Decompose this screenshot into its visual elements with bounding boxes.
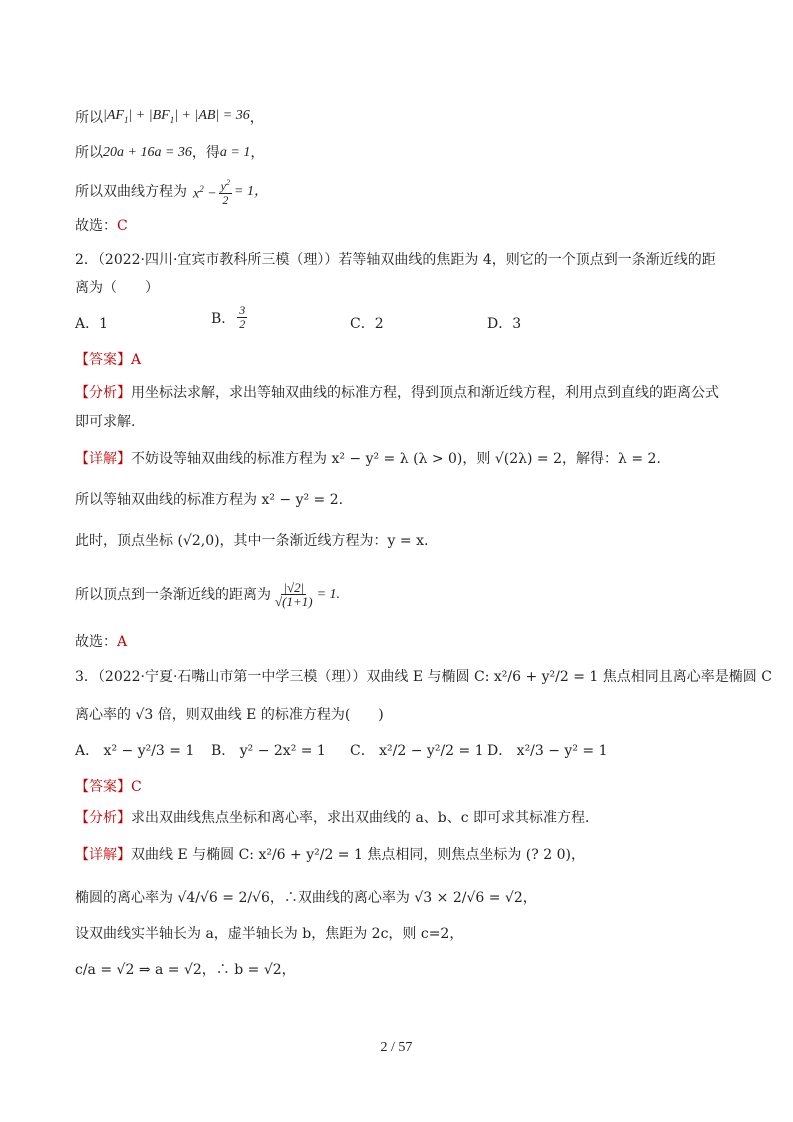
analysis-line-cont: 即可求解. — [75, 414, 136, 430]
detail-line: c/a = √2 ⇒ a = √2，∴ b = √2， — [75, 962, 296, 978]
option-b: B． y² − 2x² = 1 — [211, 743, 326, 759]
option-c: C． x²/2 − y²/2 = 1 — [350, 743, 484, 759]
answer-letter: C — [117, 218, 128, 234]
detail-line: 设双曲线实半轴长为 a，虚半轴长为 b，焦距为 2c，则 c=2， — [75, 926, 464, 942]
analysis-line: 【分析】 求出双曲线焦点坐标和离心率，求出双曲线的 a、b、c 即可求其标准方程． — [75, 810, 600, 826]
option-a: A． x² − y²/3 = 1 — [75, 743, 195, 759]
detail-line: 【详解】 双曲线 E 与椭圆 C: x²/6 + y²/2 = 1 焦点相同，则焦点坐标为 (? 2 0)， — [75, 847, 585, 863]
answer-line: 【答案】 C — [75, 779, 142, 795]
option-c: C．2 — [350, 316, 384, 332]
text-line: 所以 $|AF_1| + |BF_1| + |AB| = 36$ ， — [75, 108, 264, 126]
detail-line: 所以等轴双曲线的标准方程为 x² − y² = 2. — [75, 492, 344, 508]
text-line: 所以双曲线方程为 $x^2$ − $\frac{y^2}{2}$ = 1， — [75, 178, 268, 207]
detail-line: 【详解】 不妨设等轴双曲线的标准方程为 x² − y² = λ (λ > 0)，则 √(2λ) = 2，解得：λ = 2. — [75, 451, 661, 467]
page-number: 2 / 57 — [380, 1040, 413, 1055]
option-b: B． $\frac{3}{2}$ — [211, 303, 246, 331]
detail-line: 所以顶点到一条渐近线的距离为 $\frac{|√2|}{√(1+1)}$ = 1. — [75, 580, 341, 609]
detail-line: 此时，顶点坐标 (√2,0)，其中一条渐近线方程为：y = x. — [75, 533, 429, 549]
analysis-line: 【分析】 用坐标法求解，求出等轴双曲线的标准方程，得到顶点和渐近线方程，利用点到直线的距离公式 — [75, 385, 719, 401]
answer-line: 【答案】 A — [75, 352, 142, 368]
option-d: D． x²/3 − y² = 1 — [487, 743, 608, 759]
text-line: 所以 20a + 16a = 36 ，得 a = 1 ， — [75, 145, 265, 161]
option-a: A．1 — [75, 316, 109, 332]
detail-line: 椭圆的离心率为 √4/√6 = 2/√6，∴双曲线的离心率为 √3 × 2/√6 = √2， — [75, 890, 537, 906]
question-3-cont: 离心率的 √3 倍，则双曲线 E 的标准方程为( ) — [75, 707, 384, 723]
text-line: 故选： C — [75, 218, 128, 234]
choose-line: 故选： A — [75, 634, 128, 650]
option-d: D．3 — [487, 316, 522, 332]
question-2: 2．（2022·四川·宜宾市教科所三模（理））若等轴双曲线的焦距为 4，则它的一个顶点到一条渐近线的距 — [75, 252, 716, 268]
question-3: 3．（2022·宁夏·石嘴山市第一中学三模（理））双曲线 E 与椭圆 C: x²/6 + y²/2 = 1 焦点相同且离心率是椭圆 C — [75, 669, 772, 685]
question-2-cont: 离为（ ） — [75, 280, 159, 296]
